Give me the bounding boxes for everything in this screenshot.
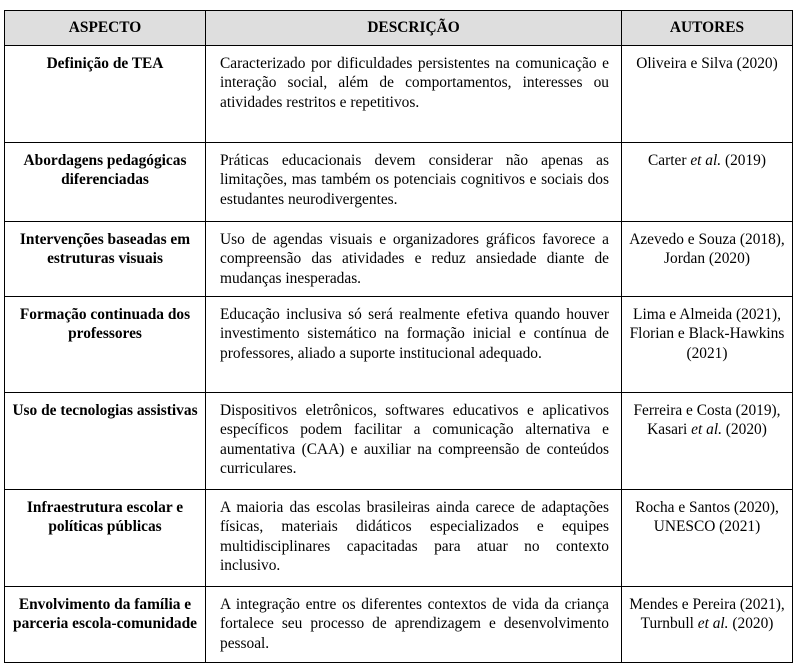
aspect-cell: Intervenções baseadas em estruturas visuais (5, 222, 206, 297)
authors-text-tail: (2020) (728, 615, 774, 633)
authors-text: Carter (648, 152, 691, 169)
description-cell: A maioria das escolas brasileiras ainda carece de adaptações físicas, materiais didáticos especializados e equipes multidisciplinares capacitadas para atuar no contexto inclusivo. (206, 490, 622, 587)
summary-table (4, 10, 793, 663)
description-cell: Uso de agendas visuais e organizadores gráficos favorece a compreensão das atividades e reduz ansiedade diante de mudanças inesperadas. (206, 222, 622, 297)
aspect-cell: Uso de tecnologias assistivas (5, 393, 206, 490)
aspect-cell: Definição de TEA (5, 46, 206, 143)
header-description: DESCRIÇÃO (206, 11, 622, 46)
table-row (5, 222, 793, 297)
aspect-cell: Formação continuada dos professores (5, 297, 206, 393)
aspect-cell: Envolvimento da família e parceria escola-comunidade (5, 587, 206, 663)
authors-cell (622, 297, 793, 393)
table-row (5, 587, 793, 663)
authors-text: Rocha e Santos (2020), UNESCO (2021) (635, 499, 779, 536)
authors-italic-text: et al. (697, 615, 729, 633)
aspect-cell: Infraestrutura escolar e políticas públicas (5, 490, 206, 587)
authors-cell (622, 490, 793, 587)
authors-cell (622, 222, 793, 297)
header-authors: AUTORES (622, 11, 793, 46)
table-row (5, 490, 793, 587)
aspect-cell: Abordagens pedagógicas diferenciadas (5, 143, 206, 222)
table-row (5, 297, 793, 393)
authors-italic-text: et al. (690, 152, 722, 169)
description-cell: Dispositivos eletrônicos, softwares educativos e aplicativos específicos podem facilitar a comunicação alternativa e aumentativa (CAA) e auxiliar na compreensão de conteúdos curriculares. (206, 393, 622, 490)
description-cell: A integração entre os diferentes contextos de vida da criança fortalece seu processo de aprendizagem e desenvolvimento pessoal. (206, 587, 622, 663)
authors-text: Azevedo e Souza (2018), Jordan (2020) (629, 231, 785, 268)
description-cell: Práticas educacionais devem considerar não apenas as limitações, mas também os potenciais cognitivos e sociais dos estudantes neurodivergentes. (206, 143, 622, 222)
authors-cell (622, 587, 793, 663)
table-row (5, 393, 793, 490)
authors-italic-text: et al. (691, 421, 722, 439)
authors-text: Oliveira e Silva (2020) (636, 55, 778, 72)
table-row (5, 143, 793, 222)
table-row (5, 46, 793, 143)
authors-cell (622, 143, 793, 222)
authors-text-tail: (2019) (721, 152, 766, 169)
authors-cell (622, 393, 793, 490)
description-cell: Educação inclusiva só será realmente efetiva quando houver investimento sistemático na formação inicial e contínua de professores, aliado a suporte institucional adequado. (206, 297, 622, 393)
authors-text: Lima e Almeida (2021), Florian e Black-Hawkins (2021) (629, 306, 785, 362)
authors-text: Mendes e Pereira (2021), Turnbull (629, 596, 785, 633)
header-row (5, 11, 793, 46)
header-aspect: ASPECTO (5, 11, 206, 46)
authors-text: Ferreira e Costa (2019), Kasari (633, 402, 781, 439)
authors-cell (622, 46, 793, 143)
description-cell: Caracterizado por dificuldades persistentes na comunicação e interação social, além de comportamentos, interesses ou atividades restritos e repetitivos. (206, 46, 622, 143)
authors-text-tail: (2020) (721, 421, 767, 439)
